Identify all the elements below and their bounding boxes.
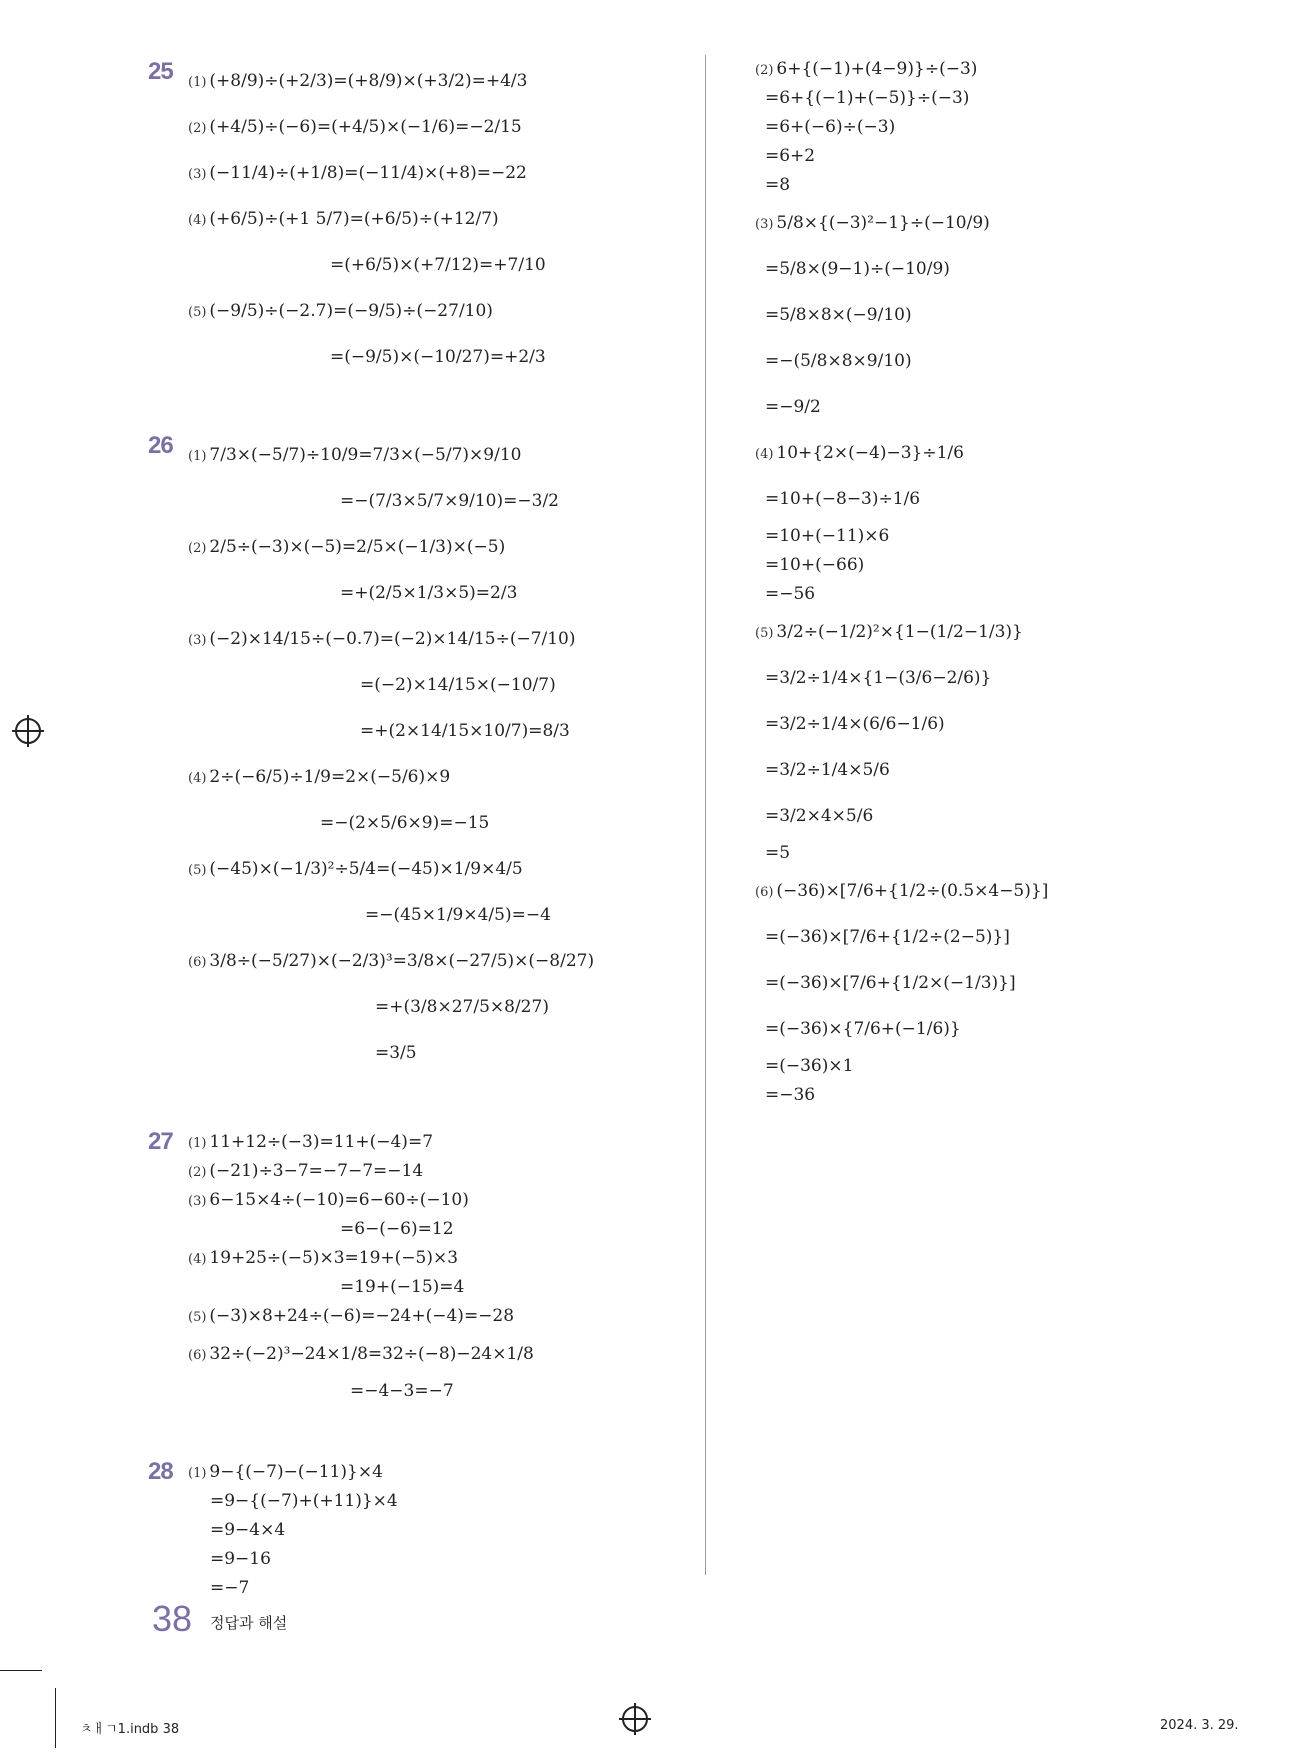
equation-line bbox=[150, 1302, 670, 1331]
equation-line bbox=[150, 1516, 670, 1545]
sub-problem-label: (3) bbox=[188, 167, 207, 182]
equation-text: =+(2×14/15×10/7)=8/3 bbox=[360, 721, 570, 741]
problem-number: 26 bbox=[148, 432, 173, 459]
right-column bbox=[755, 55, 1225, 1110]
equation-line bbox=[150, 800, 670, 846]
equation-line bbox=[755, 476, 1225, 522]
equation-text: 11+12÷(−3)=11+(−4)=7 bbox=[209, 1132, 434, 1152]
equation-line bbox=[150, 1545, 670, 1574]
sub-problem-label: (3) bbox=[188, 633, 207, 648]
equation-text: =−4−3=−7 bbox=[350, 1381, 454, 1401]
equation-line bbox=[755, 246, 1225, 292]
equation-line bbox=[150, 1377, 670, 1406]
equation-line bbox=[755, 655, 1225, 701]
equation-line bbox=[150, 754, 670, 800]
equation-line bbox=[150, 662, 670, 708]
registration-mark-icon bbox=[15, 718, 41, 744]
equation-text: =10+(−8−3)÷1/6 bbox=[765, 489, 921, 509]
equation-line bbox=[755, 430, 1225, 476]
sub-problem-label: (3) bbox=[188, 1194, 207, 1209]
sub-problem-label: (4) bbox=[188, 771, 207, 786]
equation-text: =−(7/3×5/7×9/10)=−3/2 bbox=[340, 491, 559, 511]
equation-line bbox=[150, 150, 670, 196]
left-column bbox=[150, 58, 670, 1603]
sub-problem-label: (5) bbox=[755, 626, 774, 641]
equation-line bbox=[150, 242, 670, 288]
equation-line bbox=[150, 570, 670, 616]
equation-line bbox=[755, 522, 1225, 551]
equation-line bbox=[150, 1157, 670, 1186]
equation-line bbox=[755, 1052, 1225, 1081]
equation-text: 32÷(−2)³−24×1/8=32÷(−8)−24×1/8 bbox=[209, 1344, 534, 1364]
sub-problem-label: (6) bbox=[188, 955, 207, 970]
equation-line bbox=[755, 1006, 1225, 1052]
equation-line bbox=[150, 846, 670, 892]
sub-problem-label: (5) bbox=[188, 863, 207, 878]
equation-text: 19+25÷(−5)×3=19+(−5)×3 bbox=[209, 1248, 459, 1268]
equation-text: =(−36)×{7/6+(−1/6)} bbox=[765, 1019, 961, 1039]
equation-text: (+6/5)÷(+1 5/7)=(+6/5)÷(+12/7) bbox=[209, 209, 499, 229]
equation-line bbox=[755, 960, 1225, 1006]
sub-problem-label: (2) bbox=[755, 63, 774, 78]
equation-line bbox=[150, 1030, 670, 1076]
sub-problem-label: (5) bbox=[188, 305, 207, 320]
equation-text: =−36 bbox=[765, 1085, 816, 1105]
sub-problem-label: (1) bbox=[188, 1466, 207, 1481]
sub-problem-label: (3) bbox=[755, 217, 774, 232]
equation-text: =10+(−11)×6 bbox=[765, 526, 890, 546]
problem-block bbox=[150, 1458, 670, 1603]
equation-line bbox=[755, 1081, 1225, 1110]
equation-text: 3/2÷(−1/2)²×{1−(1/2−1/3)} bbox=[776, 622, 1023, 642]
equation-text: =9−4×4 bbox=[210, 1520, 286, 1540]
equation-line bbox=[150, 334, 670, 380]
registration-mark-icon bbox=[622, 1706, 648, 1732]
equation-text: =5 bbox=[765, 843, 791, 863]
sub-problem-label: (1) bbox=[188, 1136, 207, 1151]
equation-line bbox=[150, 1186, 670, 1215]
problem-number: 28 bbox=[148, 1458, 173, 1485]
equation-line bbox=[755, 747, 1225, 793]
equation-text: 7/3×(−5/7)÷10/9=7/3×(−5/7)×9/10 bbox=[209, 445, 522, 465]
equation-text: =+(3/8×27/5×8/27) bbox=[375, 997, 549, 1017]
equation-line bbox=[755, 113, 1225, 142]
sub-problem-label: (5) bbox=[188, 1310, 207, 1325]
equation-line bbox=[150, 1244, 670, 1273]
equation-text: (+8/9)÷(+2/3)=(+8/9)×(+3/2)=+4/3 bbox=[209, 71, 528, 91]
equation-text: =3/2÷1/4×(6/6−1/6) bbox=[765, 714, 945, 734]
equation-text: =−(5/8×8×9/10) bbox=[765, 351, 912, 371]
equation-text: =3/2÷1/4×{1−(3/6−2/6)} bbox=[765, 668, 992, 688]
footer-date: 2024. 3. 29. bbox=[1160, 1718, 1239, 1733]
equation-line bbox=[755, 338, 1225, 384]
crop-mark bbox=[55, 1688, 56, 1748]
sub-problem-label: (4) bbox=[188, 1252, 207, 1267]
equation-line bbox=[150, 524, 670, 570]
equation-text: =19+(−15)=4 bbox=[340, 1277, 465, 1297]
problem-block bbox=[150, 1128, 670, 1406]
equation-text: 3/8÷(−5/27)×(−2/3)³=3/8×(−27/5)×(−8/27) bbox=[209, 951, 595, 971]
equation-text: =+(2/5×1/3×5)=2/3 bbox=[340, 583, 518, 603]
equation-text: =6+{(−1)+(−5)}÷(−3) bbox=[765, 88, 970, 108]
equation-text: =5/8×8×(−9/10) bbox=[765, 305, 912, 325]
equation-line bbox=[150, 1458, 670, 1487]
equation-text: 6−15×4÷(−10)=6−60÷(−10) bbox=[209, 1190, 469, 1210]
equation-line bbox=[150, 984, 670, 1030]
sub-problem-label: (6) bbox=[188, 1348, 207, 1363]
equation-text: 2/5÷(−3)×(−5)=2/5×(−1/3)×(−5) bbox=[209, 537, 506, 557]
equation-text: =(−2)×14/15×(−10/7) bbox=[360, 675, 556, 695]
equation-text: (−11/4)÷(+1/8)=(−11/4)×(+8)=−22 bbox=[209, 163, 527, 183]
equation-text: 9−{(−7)−(−11)}×4 bbox=[209, 1462, 383, 1482]
equation-text: =3/2×4×5/6 bbox=[765, 806, 874, 826]
equation-text: =(−36)×[7/6+{1/2×(−1/3)}] bbox=[765, 973, 1016, 993]
equation-text: =6+2 bbox=[765, 146, 816, 166]
equation-line bbox=[150, 1331, 670, 1377]
column-divider bbox=[705, 55, 706, 1575]
problem-block bbox=[150, 58, 670, 380]
equation-line bbox=[755, 551, 1225, 580]
equation-text: =−9/2 bbox=[765, 397, 821, 417]
equation-text: 2÷(−6/5)÷1/9=2×(−5/6)×9 bbox=[209, 767, 451, 787]
equation-line bbox=[150, 1128, 670, 1157]
equation-line bbox=[755, 171, 1225, 200]
equation-line bbox=[150, 1574, 670, 1603]
equation-text: (−21)÷3−7=−7−7=−14 bbox=[209, 1161, 424, 1181]
sub-problem-label: (1) bbox=[188, 449, 207, 464]
equation-text: 5/8×{(−3)²−1}÷(−10/9) bbox=[776, 213, 990, 233]
sub-problem-label: (2) bbox=[188, 541, 207, 556]
equation-text: (−36)×[7/6+{1/2÷(0.5×4−5)}] bbox=[776, 881, 1049, 901]
equation-line bbox=[150, 196, 670, 242]
equation-text: 10+{2×(−4)−3}÷1/6 bbox=[776, 443, 964, 463]
sub-problem-label: (4) bbox=[755, 447, 774, 462]
equation-text: =9−16 bbox=[210, 1549, 271, 1569]
problem-number: 25 bbox=[148, 58, 173, 85]
equation-line bbox=[755, 292, 1225, 338]
equation-text: =−(2×5/6×9)=−15 bbox=[320, 813, 490, 833]
sub-problem-label: (2) bbox=[188, 121, 207, 136]
equation-text: =−56 bbox=[765, 584, 816, 604]
equation-line bbox=[755, 701, 1225, 747]
equation-line bbox=[755, 384, 1225, 430]
equation-line bbox=[150, 432, 670, 478]
equation-text: 6+{(−1)+(4−9)}÷(−3) bbox=[776, 59, 978, 79]
sub-problem-label: (1) bbox=[188, 75, 207, 90]
equation-text: =5/8×(9−1)÷(−10/9) bbox=[765, 259, 950, 279]
equation-line bbox=[755, 55, 1225, 84]
sub-problem-label: (4) bbox=[188, 213, 207, 228]
page-label: 정답과 해설 bbox=[210, 1614, 288, 1632]
equation-text: =8 bbox=[765, 175, 791, 195]
equation-text: =3/2÷1/4×5/6 bbox=[765, 760, 890, 780]
equation-text: (−45)×(−1/3)²÷5/4=(−45)×1/9×4/5 bbox=[209, 859, 523, 879]
equation-line bbox=[150, 1487, 670, 1516]
equation-text: =6−(−6)=12 bbox=[340, 1219, 454, 1239]
equation-text: =6+(−6)÷(−3) bbox=[765, 117, 896, 137]
equation-line bbox=[150, 892, 670, 938]
equation-text: (−9/5)÷(−2.7)=(−9/5)÷(−27/10) bbox=[209, 301, 493, 321]
footer-file: ㅊㅐㄱ1.indb 38 bbox=[80, 1722, 180, 1737]
equation-line bbox=[755, 868, 1225, 914]
equation-line bbox=[150, 616, 670, 662]
equation-line bbox=[755, 142, 1225, 171]
equation-text: =9−{(−7)+(+11)}×4 bbox=[210, 1491, 398, 1511]
equation-text: =(−36)×1 bbox=[765, 1056, 854, 1076]
equation-line bbox=[150, 938, 670, 984]
equation-text: (−2)×14/15÷(−0.7)=(−2)×14/15÷(−7/10) bbox=[209, 629, 576, 649]
equation-text: =−(45×1/9×4/5)=−4 bbox=[365, 905, 551, 925]
sub-problem-label: (6) bbox=[755, 885, 774, 900]
page-number: 38 bbox=[152, 1598, 193, 1639]
crop-mark bbox=[0, 1670, 42, 1671]
equation-line bbox=[755, 84, 1225, 113]
equation-line bbox=[150, 58, 670, 104]
equation-text: =(−36)×[7/6+{1/2÷(2−5)}] bbox=[765, 927, 1010, 947]
equation-text: =3/5 bbox=[375, 1043, 417, 1063]
equation-line bbox=[150, 708, 670, 754]
equation-text: =10+(−66) bbox=[765, 555, 865, 575]
equation-line bbox=[755, 793, 1225, 839]
equation-text: (−3)×8+24÷(−6)=−24+(−4)=−28 bbox=[209, 1306, 515, 1326]
equation-text: =−7 bbox=[210, 1578, 250, 1598]
equation-line bbox=[150, 1273, 670, 1302]
equation-line bbox=[755, 914, 1225, 960]
equation-line bbox=[150, 104, 670, 150]
equation-line bbox=[755, 609, 1225, 655]
equation-text: =(−9/5)×(−10/27)=+2/3 bbox=[330, 347, 546, 367]
problem-number: 27 bbox=[148, 1128, 173, 1155]
equation-line bbox=[150, 1215, 670, 1244]
equation-line bbox=[755, 580, 1225, 609]
equation-text: =(+6/5)×(+7/12)=+7/10 bbox=[330, 255, 546, 275]
equation-text: (+4/5)÷(−6)=(+4/5)×(−1/6)=−2/15 bbox=[209, 117, 522, 137]
equation-line bbox=[150, 478, 670, 524]
equation-line bbox=[755, 200, 1225, 246]
equation-line bbox=[150, 288, 670, 334]
problem-block bbox=[150, 432, 670, 1076]
sub-problem-label: (2) bbox=[188, 1165, 207, 1180]
equation-line bbox=[755, 839, 1225, 868]
